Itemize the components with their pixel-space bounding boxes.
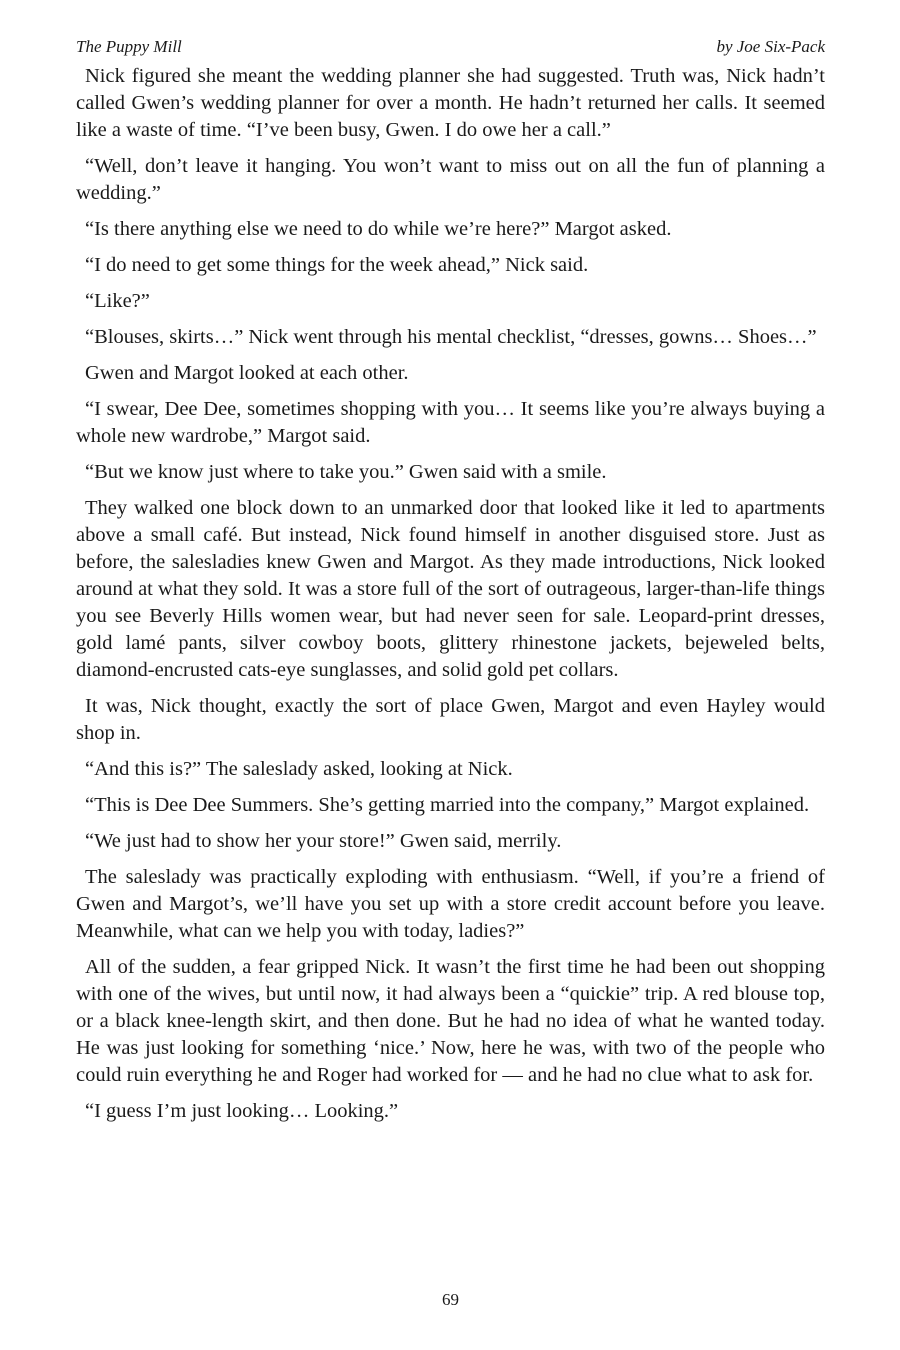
paragraph: “Blouses, skirts…” Nick went through his mental checklist, “dresses, gowns… Shoes…” (85, 326, 817, 348)
paragraph: “I guess I’m just looking… Looking.” (85, 1100, 399, 1122)
paragraph: “But we know just where to take you.” Gwen said with a smile. (85, 461, 607, 483)
paragraph: “I do need to get some things for the week ahead,” Nick said. (85, 254, 589, 276)
paragraph: The saleslady was practically exploding with enthusiasm. “Well, if you’re a friend of Gwen and Margot’s, we’ll have you set up with a store credit account before you leave. Meanwhile, what can we help you with today, ladies?” (76, 866, 825, 942)
book-page (76, 36, 825, 1326)
paragraph: “And this is?” The saleslady asked, looking at Nick. (85, 758, 513, 780)
paragraph: They walked one block down to an unmarked door that looked like it led to apartments above a small café. But instead, Nick found himself in another disguised store. Just as before, the salesladies knew Gwen and Margot. As they made introductions, Nick looked around at what they sold. It was a store full of the sort of outrageous, larger-than-life things you see Beverly Hills women wear, but had never seen for sale. Leopard-print dresses, gold lamé pants, silver cowboy boots, glittery rhinestone jackets, bejeweled belts, diamond-encrusted cats-eye sunglasses, and solid gold pet collars. (76, 497, 825, 681)
paragraph: “We just had to show her your store!” Gwen said, merrily. (85, 830, 562, 852)
body-text (76, 63, 825, 1125)
paragraph: Gwen and Margot looked at each other. (85, 362, 409, 384)
paragraph: “Like?” (85, 290, 150, 312)
paragraph: “This is Dee Dee Summers. She’s getting married into the company,” Margot explained. (85, 794, 810, 816)
author-name: by Joe Six-Pack (716, 37, 825, 56)
paragraph: “Is there anything else we need to do while we’re here?” Margot asked. (85, 218, 672, 240)
running-header (76, 36, 825, 58)
paragraph: “I swear, Dee Dee, sometimes shopping with you… It seems like you’re always buying a whole new wardrobe,” Margot said. (76, 398, 825, 447)
paragraph: It was, Nick thought, exactly the sort of place Gwen, Margot and even Hayley would shop in. (76, 695, 825, 744)
paragraph: “Well, don’t leave it hanging. You won’t want to miss out on all the fun of planning a wedding.” (76, 155, 825, 204)
paragraph: Nick figured she meant the wedding planner she had suggested. Truth was, Nick hadn’t called Gwen’s wedding planner for over a month. He hadn’t returned her calls. It seemed like a waste of time. “I’ve been busy, Gwen. I do owe her a call.” (76, 65, 825, 141)
paragraph: All of the sudden, a fear gripped Nick. It wasn’t the first time he had been out shopping with one of the wives, but until now, it had always been a “quickie” trip. A red blouse top, or a black knee-length skirt, and then done. But he had no idea of what he wanted today. He was just looking for something ‘nice.’ Now, here he was, with two of the people who could ruin everything he and Roger had worked for — and he had no clue what to ask for. (76, 956, 825, 1086)
page-number: 69 (442, 1290, 459, 1309)
book-title: The Puppy Mill (76, 37, 182, 56)
